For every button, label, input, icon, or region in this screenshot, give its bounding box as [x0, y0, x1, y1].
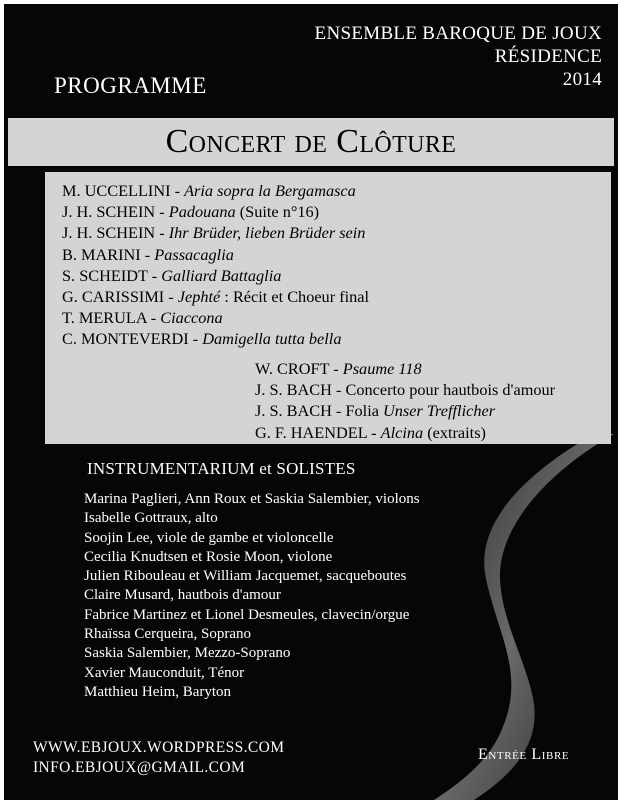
- musician-entry: Julien Ribouleau et William Jacquemet, sacqueboutes: [84, 568, 407, 585]
- work-separator: -: [329, 359, 343, 378]
- ensemble-header: [315, 22, 602, 91]
- musician-entry: Saskia Salembier, Mezzo-Soprano: [84, 645, 291, 662]
- ensemble-year: 2014: [562, 69, 602, 90]
- work-separator: -: [188, 329, 203, 349]
- work-title: Padouana: [168, 202, 236, 222]
- work-title: Ciaccona: [160, 308, 223, 328]
- work-title: Psaume 118: [342, 359, 422, 378]
- work-composer: T. MERULA: [62, 308, 147, 328]
- work-item: [255, 422, 555, 443]
- musician-entry: Isabelle Gottraux, alto: [84, 510, 218, 527]
- work-composer: S. SCHEIDT: [62, 265, 148, 285]
- work-separator: -: [140, 244, 155, 264]
- work-item: [255, 358, 555, 379]
- work-separator: -: [155, 223, 169, 243]
- programme-label: PROGRAMME: [54, 73, 207, 98]
- work-title: Aria sopra la Bergamasca: [184, 181, 356, 200]
- works-list-left: [62, 180, 369, 350]
- musicians-list: [84, 490, 420, 702]
- work-detail: (extraits): [423, 422, 486, 442]
- work-item: [255, 400, 555, 421]
- work-detail: : Récit et Choeur final: [220, 287, 370, 307]
- concert-poster: [4, 4, 618, 800]
- musician-entry: Marina Paglieri, Ann Roux et Saskia Salembier, violons: [84, 491, 420, 507]
- work-separator: -: [367, 422, 381, 442]
- website-link[interactable]: WWW.EBJOUX.WORDPRESS.COM: [33, 739, 285, 756]
- musician-entry: Matthieu Heim, Baryton: [84, 683, 232, 700]
- work-separator: -: [155, 202, 169, 222]
- ensemble-residence: RÉSIDENCE: [494, 46, 602, 67]
- work-separator: -: [331, 380, 346, 400]
- work-composer: J. H. SCHEIN: [62, 223, 156, 243]
- free-entry-label: Entrée Libre: [478, 746, 570, 763]
- work-detail: Folia: [345, 401, 384, 421]
- musician-entry: Fabrice Martinez et Lionel Desmeules, clavecin/orgue: [84, 606, 410, 623]
- work-composer: J. S. BACH: [255, 380, 332, 400]
- work-detail: (Suite n°16): [235, 202, 320, 222]
- work-separator: -: [170, 181, 185, 200]
- instrumentarium-heading: INSTRUMENTARIUM et SOLISTES: [87, 459, 356, 478]
- contact-block: [33, 738, 284, 778]
- work-composer: J. S. BACH: [255, 401, 332, 421]
- work-item: [62, 222, 369, 243]
- work-composer: C. MONTEVERDI: [62, 329, 189, 349]
- concert-title: Concert de Clôture: [8, 118, 614, 166]
- works-panel: [45, 172, 611, 444]
- musician-entry: Cecilia Knudtsen et Rosie Moon, violone: [84, 548, 333, 565]
- work-item: [62, 328, 369, 349]
- work-title: Jephté: [177, 287, 221, 307]
- musician-entry: Xavier Mauconduit, Ténor: [84, 664, 245, 681]
- work-title: Galliard Battaglia: [161, 265, 282, 285]
- work-title: Passacaglia: [154, 244, 234, 264]
- musician-entry: Rhaïssa Cerqueira, Soprano: [84, 626, 252, 643]
- work-item: [62, 307, 369, 328]
- work-item: [62, 265, 369, 286]
- musician-entry: Claire Musard, hautbois d'amour: [84, 587, 281, 604]
- work-composer: W. CROFT: [255, 359, 330, 378]
- work-item: [62, 244, 369, 265]
- work-separator: -: [164, 287, 178, 307]
- works-list-right: [255, 358, 555, 443]
- work-separator: -: [147, 265, 162, 285]
- work-item: [62, 180, 369, 201]
- work-composer: G. F. HAENDEL: [255, 422, 368, 442]
- musician-entry: Soojin Lee, viole de gambe et violoncelle: [84, 529, 334, 546]
- work-title: Alcina: [380, 422, 424, 442]
- work-composer: M. UCCELLINI: [62, 181, 171, 200]
- work-detail: Concerto pour hautbois d'amour: [345, 380, 556, 400]
- ensemble-name: ENSEMBLE BAROQUE DE JOUX: [314, 23, 602, 44]
- work-item: [62, 201, 369, 222]
- work-item: [255, 379, 555, 400]
- work-title: Damigella tutta bella: [202, 329, 342, 349]
- work-separator: -: [331, 401, 346, 421]
- work-composer: J. H. SCHEIN: [62, 202, 156, 222]
- email-link[interactable]: INFO.EBJOUX@GMAIL.COM: [33, 759, 246, 776]
- work-composer: G. CARISSIMI: [62, 287, 165, 307]
- work-separator: -: [146, 308, 161, 328]
- work-title: Ihr Brüder, lieben Brüder sein: [168, 223, 366, 243]
- work-composer: B. MARINI: [62, 244, 141, 264]
- work-item: [62, 286, 369, 307]
- work-title: Unser Trefflicher: [383, 401, 496, 421]
